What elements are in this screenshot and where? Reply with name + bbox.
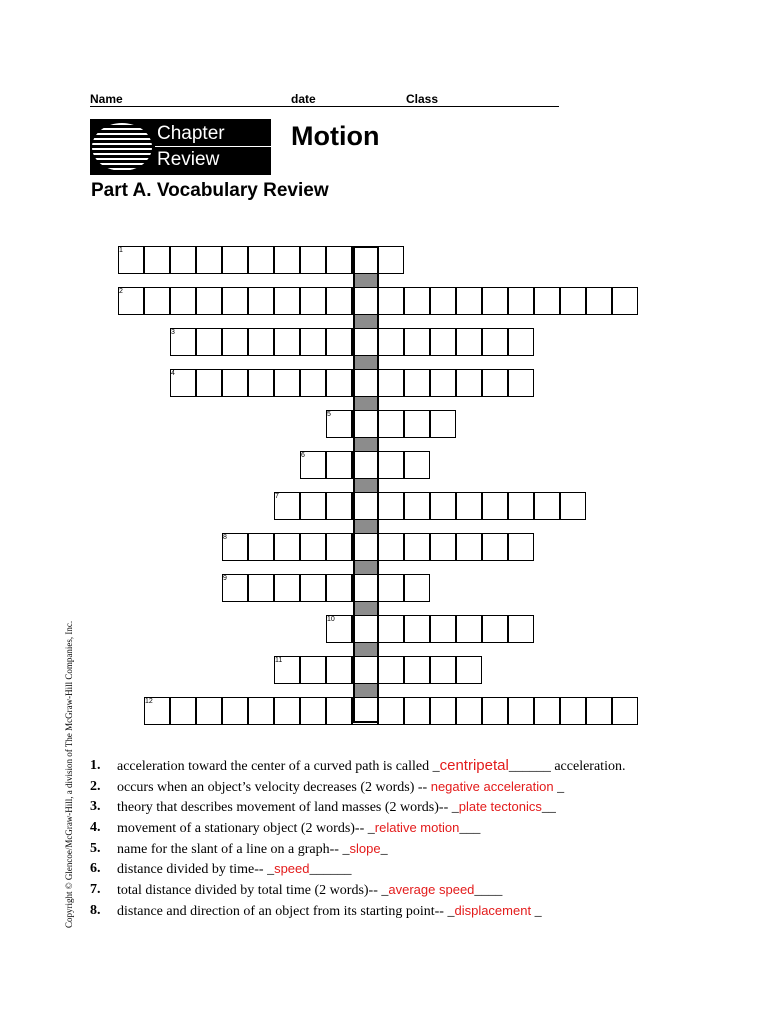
banner-chapter-text: Chapter: [157, 123, 225, 144]
crossword-cell[interactable]: [508, 369, 534, 397]
clue-item: [90, 756, 710, 777]
clue-item: [90, 880, 710, 901]
clue-list: [90, 756, 710, 922]
page-title: Motion: [291, 121, 380, 151]
clue-prompt: distance divided by time-- _: [117, 862, 275, 878]
clue-suffix: ______ acceleration.: [508, 759, 626, 774]
crossword-cell[interactable]: [248, 287, 274, 315]
crossword-cell[interactable]: [248, 328, 274, 356]
crossword-cell[interactable]: [326, 574, 352, 602]
crossword-cell[interactable]: [430, 697, 456, 725]
clue-text: [117, 901, 542, 923]
clue-text: [117, 839, 388, 861]
crossword-key-cell[interactable]: [352, 697, 378, 725]
crossword-cell[interactable]: [430, 615, 456, 643]
crossword-row-number: 10: [327, 616, 335, 623]
crossword-cell[interactable]: [508, 492, 534, 520]
crossword-cell[interactable]: [482, 369, 508, 397]
crossword-row-number: 5: [327, 411, 331, 418]
crossword-cell[interactable]: [430, 533, 456, 561]
crossword-cell[interactable]: [404, 615, 430, 643]
crossword-cell[interactable]: [378, 492, 404, 520]
clue-prompt: name for the slant of a line on a graph-- _: [117, 841, 350, 857]
crossword-cell[interactable]: [300, 533, 326, 561]
crossword-cell[interactable]: [482, 287, 508, 315]
clue-text: [117, 797, 556, 819]
crossword-row-number: 1: [119, 247, 123, 254]
banner-review-text: Review: [157, 149, 220, 170]
crossword-cell[interactable]: [482, 533, 508, 561]
crossword-cell[interactable]: [430, 410, 456, 438]
clue-number: 8.: [90, 902, 101, 918]
crossword-key-cell[interactable]: [352, 656, 378, 684]
crossword-cell[interactable]: [248, 697, 274, 725]
crossword-cell[interactable]: [404, 492, 430, 520]
crossword-cell[interactable]: [170, 246, 196, 274]
crossword-cell[interactable]: [222, 287, 248, 315]
crossword-cell[interactable]: [300, 246, 326, 274]
crossword-key-cell[interactable]: [352, 287, 378, 315]
crossword-key-cell[interactable]: [352, 328, 378, 356]
crossword-cell[interactable]: [508, 328, 534, 356]
crossword-cell[interactable]: [430, 369, 456, 397]
banner-divider: [155, 146, 271, 147]
clue-suffix: _: [553, 779, 565, 795]
crossword-row-number: 8: [223, 534, 227, 541]
crossword-cell[interactable]: [378, 697, 404, 725]
key-column-gap: [355, 520, 377, 533]
crossword-row-number: 11: [275, 657, 283, 664]
crossword-cell[interactable]: [196, 697, 222, 725]
crossword-cell[interactable]: [482, 615, 508, 643]
crossword-cell[interactable]: [586, 287, 612, 315]
crossword-cell[interactable]: [274, 328, 300, 356]
key-column-gap: [355, 356, 377, 369]
crossword-cell[interactable]: [274, 369, 300, 397]
crossword-cell[interactable]: [274, 246, 300, 274]
crossword-cell[interactable]: [378, 615, 404, 643]
clue-suffix: ____: [474, 883, 503, 899]
crossword-key-cell[interactable]: [352, 574, 378, 602]
crossword-row-number: 9: [223, 575, 227, 582]
crossword-cell[interactable]: [196, 287, 222, 315]
crossword-cell[interactable]: [144, 287, 170, 315]
crossword-cell[interactable]: [326, 369, 352, 397]
clue-suffix: _: [380, 841, 388, 857]
clue-text: [117, 756, 625, 778]
clue-prompt: distance and direction of an object from its starting point-- _: [117, 903, 455, 919]
copyright-notice: Copyright © Glencoe/McGraw-Hill, a division of The McGraw-Hill Companies, Inc.: [64, 620, 74, 928]
key-column-gap: [355, 438, 377, 451]
clue-suffix: _: [531, 903, 542, 919]
key-column-gap: [355, 684, 377, 697]
clue-number: 7.: [90, 882, 101, 898]
crossword-cell[interactable]: [378, 656, 404, 684]
crossword-cell[interactable]: [300, 369, 326, 397]
clue-answer: slope: [349, 840, 381, 856]
key-column-gap: [355, 643, 377, 656]
clue-number: 1.: [90, 758, 101, 773]
crossword-key-cell[interactable]: [352, 533, 378, 561]
clue-number: 3.: [90, 799, 101, 815]
clue-text: [117, 859, 352, 881]
clue-text: [117, 818, 480, 840]
key-column-gap: [355, 315, 377, 328]
chapter-review-banner: [90, 119, 271, 175]
section-heading: Part A. Vocabulary Review: [91, 180, 329, 201]
crossword-cell[interactable]: [508, 533, 534, 561]
crossword-cell[interactable]: [326, 492, 352, 520]
crossword-cell[interactable]: [274, 574, 300, 602]
crossword-cell[interactable]: [560, 492, 586, 520]
crossword-row-number: 6: [301, 452, 305, 459]
crossword-cell[interactable]: [378, 369, 404, 397]
clue-number: 4.: [90, 820, 101, 836]
crossword-cell[interactable]: [274, 287, 300, 315]
crossword-cell[interactable]: [326, 287, 352, 315]
crossword-cell[interactable]: [378, 246, 404, 274]
crossword-cell[interactable]: [326, 533, 352, 561]
crossword-cell[interactable]: [196, 328, 222, 356]
key-column-gap: [355, 274, 377, 287]
crossword-cell[interactable]: [326, 451, 352, 479]
clue-answer: centripetal: [439, 757, 509, 774]
crossword-cell[interactable]: [404, 697, 430, 725]
crossword-cell[interactable]: [300, 287, 326, 315]
crossword-cell[interactable]: [300, 656, 326, 684]
crossword-cell[interactable]: [248, 369, 274, 397]
crossword-cell[interactable]: [404, 369, 430, 397]
crossword-cell[interactable]: [326, 697, 352, 725]
crossword-cell[interactable]: [456, 369, 482, 397]
crossword-key-cell[interactable]: [352, 369, 378, 397]
crossword-row-number: 2: [119, 288, 123, 295]
clue-answer: average speed: [388, 882, 475, 898]
crossword-cell[interactable]: [456, 615, 482, 643]
crossword-cell[interactable]: [378, 328, 404, 356]
clue-item: [90, 859, 710, 880]
crossword-key-cell[interactable]: [352, 615, 378, 643]
crossword-cell[interactable]: [456, 656, 482, 684]
crossword-row-number: 7: [275, 493, 279, 500]
crossword-cell[interactable]: [170, 287, 196, 315]
clue-prompt: movement of a stationary object (2 words)-- _: [117, 821, 375, 837]
clue-number: 6.: [90, 861, 101, 877]
crossword-cell[interactable]: [248, 533, 274, 561]
date-label: date: [291, 92, 316, 106]
crossword-cell[interactable]: [404, 328, 430, 356]
crossword-cell[interactable]: [456, 492, 482, 520]
crossword-cell[interactable]: [612, 287, 638, 315]
crossword-cell[interactable]: [560, 697, 586, 725]
crossword-cell[interactable]: [222, 369, 248, 397]
crossword-cell[interactable]: [378, 287, 404, 315]
crossword-cell[interactable]: [248, 246, 274, 274]
crossword-cell[interactable]: [430, 287, 456, 315]
name-label: Name: [90, 92, 123, 106]
clue-answer: plate tectonics: [458, 799, 542, 815]
key-column-gap: [355, 397, 377, 410]
crossword-cell[interactable]: [404, 656, 430, 684]
clue-number: 5.: [90, 840, 101, 856]
clue-prompt: theory that describes movement of land masses (2 words)-- _: [117, 800, 459, 816]
crossword-cell[interactable]: [456, 287, 482, 315]
crossword-row-number: 12: [145, 698, 153, 705]
key-column-gap: [355, 561, 377, 574]
clue-answer: negative acceleration: [430, 778, 554, 794]
crossword-cell[interactable]: [534, 697, 560, 725]
crossword-cell[interactable]: [534, 492, 560, 520]
crossword-cell[interactable]: [196, 369, 222, 397]
crossword-cell[interactable]: [404, 574, 430, 602]
crossword-row-number: 3: [171, 329, 175, 336]
clue-item: [90, 818, 710, 839]
crossword-cell[interactable]: [222, 246, 248, 274]
clue-answer: speed: [274, 861, 310, 877]
clue-item: [90, 797, 710, 818]
crossword-cell[interactable]: [196, 246, 222, 274]
clue-suffix: ______: [309, 862, 352, 878]
crossword-cell[interactable]: [404, 287, 430, 315]
clue-answer: relative motion: [374, 820, 460, 836]
crossword-cell[interactable]: [508, 697, 534, 725]
crossword-cell[interactable]: [534, 287, 560, 315]
crossword-cell[interactable]: [612, 697, 638, 725]
crossword-cell[interactable]: [482, 328, 508, 356]
crossword-key-cell[interactable]: [352, 451, 378, 479]
crossword-cell[interactable]: [404, 410, 430, 438]
crossword-cell[interactable]: [378, 533, 404, 561]
crossword-cell[interactable]: [170, 697, 196, 725]
crossword-key-cell[interactable]: [352, 492, 378, 520]
crossword-cell[interactable]: [430, 328, 456, 356]
clue-suffix: __: [541, 800, 556, 816]
key-column-gap: [355, 479, 377, 492]
clue-answer: displacement: [454, 902, 532, 918]
crossword-cell[interactable]: [274, 697, 300, 725]
clue-prompt: acceleration toward the center of a curved path is called _: [117, 759, 440, 774]
crossword-cell[interactable]: [300, 328, 326, 356]
crossword-cell[interactable]: [508, 287, 534, 315]
clue-text: [117, 777, 564, 799]
crossword-cell[interactable]: [222, 328, 248, 356]
class-label: Class: [406, 92, 439, 106]
clue-item: [90, 777, 710, 798]
crossword-cell[interactable]: [248, 574, 274, 602]
clue-number: 2.: [90, 778, 101, 794]
crossword-cell[interactable]: [482, 697, 508, 725]
clue-item: [90, 901, 710, 922]
crossword-cell[interactable]: [326, 656, 352, 684]
crossword-row-number: 4: [171, 370, 175, 377]
clue-suffix: ___: [459, 821, 481, 837]
clue-item: [90, 839, 710, 860]
clue-prompt: occurs when an object’s velocity decreases (2 words) --: [117, 779, 431, 795]
crossword-cell[interactable]: [378, 410, 404, 438]
student-info-line: [90, 92, 559, 107]
crossword-cell[interactable]: [144, 246, 170, 274]
crossword-cell[interactable]: [300, 492, 326, 520]
crossword-cell[interactable]: [430, 492, 456, 520]
crossword-cell[interactable]: [404, 451, 430, 479]
crossword-cell[interactable]: [222, 697, 248, 725]
clue-prompt: total distance divided by total time (2 words)-- _: [117, 883, 389, 899]
crossword-cell[interactable]: [326, 246, 352, 274]
crossword-cell[interactable]: [430, 656, 456, 684]
crossword-cell[interactable]: [586, 697, 612, 725]
crossword-cell[interactable]: [274, 533, 300, 561]
crossword-key-cell[interactable]: [352, 246, 378, 274]
crossword-cell[interactable]: [378, 574, 404, 602]
crossword-cell[interactable]: [456, 697, 482, 725]
crossword-cell[interactable]: [482, 492, 508, 520]
crossword-cell[interactable]: [456, 533, 482, 561]
crossword-cell[interactable]: [378, 451, 404, 479]
crossword-cell[interactable]: [456, 328, 482, 356]
crossword-cell[interactable]: [508, 615, 534, 643]
crossword-key-cell[interactable]: [352, 410, 378, 438]
crossword-cell[interactable]: [404, 533, 430, 561]
crossword-cell[interactable]: [300, 697, 326, 725]
clue-text: [117, 880, 502, 902]
crossword-cell[interactable]: [560, 287, 586, 315]
crossword-cell[interactable]: [300, 574, 326, 602]
crossword-cell[interactable]: [326, 328, 352, 356]
key-column-gap: [355, 602, 377, 615]
